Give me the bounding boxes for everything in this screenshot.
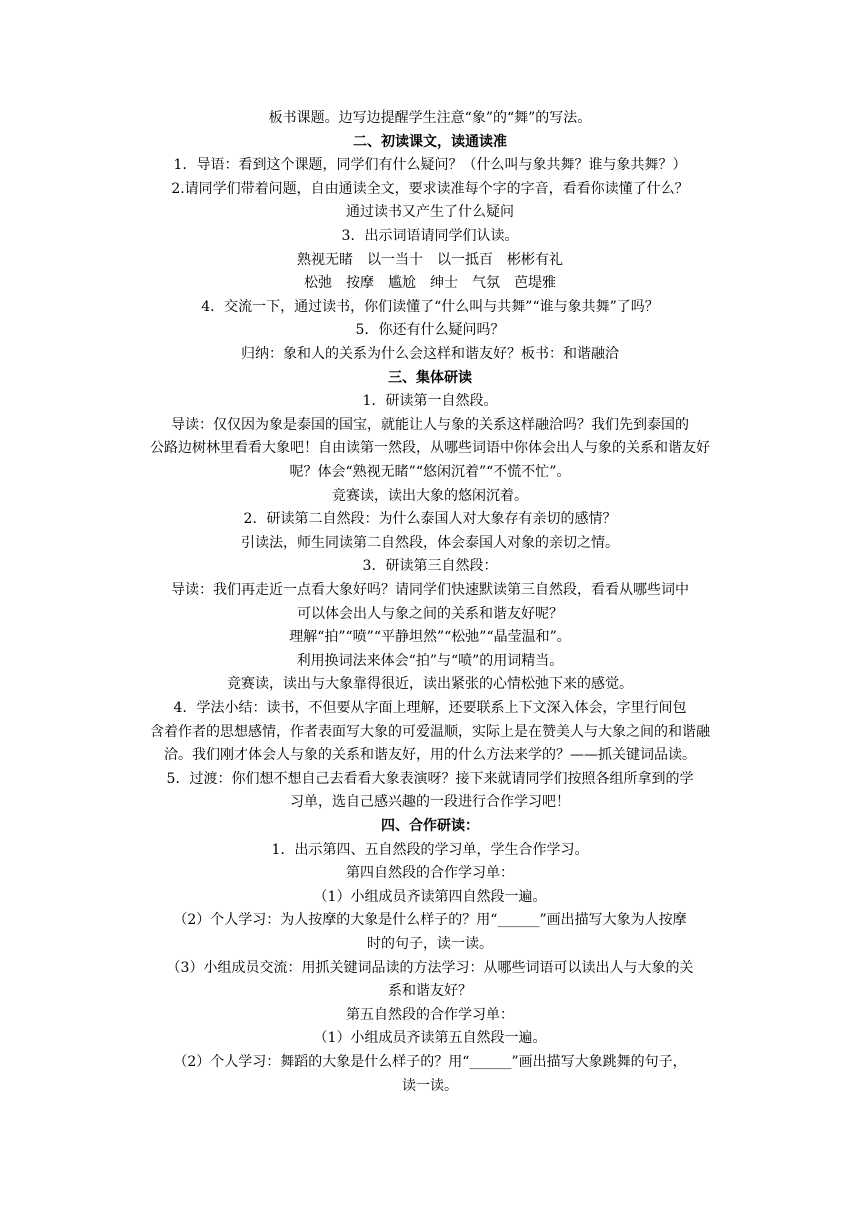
text-line: 竞赛读，读出与大象靠得很近，读出紧张的心情松弛下来的感觉。 bbox=[227, 676, 633, 692]
text-line: 1．出示第四、五自然段的学习单，学生合作学习。 bbox=[271, 842, 589, 858]
text-line: 洽。我们刚才体会人与象的关系和谐友好，用的什么方法来学的？——抓关键词品读。 bbox=[164, 747, 696, 763]
text-line: 读一读。 bbox=[402, 1078, 458, 1094]
text-line: 熟视无睹 以一当十 以一抵百 彬彬有礼 bbox=[297, 252, 563, 268]
text-line: 导读：仅仅因为象是泰国的国宝，就能让人与象的关系这样融洽吗？我们先到泰国的 bbox=[171, 417, 689, 433]
text-line: 3．研读第三自然段： bbox=[362, 558, 498, 574]
section-heading: 四、合作研读： bbox=[381, 818, 479, 834]
text-line: 1．研读第一自然段。 bbox=[362, 393, 498, 409]
section-heading: 二、初读课文，读通读准 bbox=[353, 134, 507, 150]
text-line: 松弛 按摩 尴尬 绅士 气氛 芭堤雅 bbox=[304, 275, 556, 291]
text-line: 系和谐友好？ bbox=[388, 983, 472, 999]
text-line: 第四自然段的合作学习单： bbox=[346, 865, 514, 881]
text-line: （1）小组成员齐读第五自然段一遍。 bbox=[313, 1030, 547, 1046]
text-line: 板书课题。边写边提醒学生注意“象”的“舞”的写法。 bbox=[268, 110, 592, 126]
text-line: 通过读书又产生了什么疑问 bbox=[346, 204, 514, 220]
text-line: 5．过渡：你们想不想自己去看看大象表演呀？接下来就请同学们按照各组所拿到的学 bbox=[166, 771, 694, 787]
text-line: 5．你还有什么疑问吗？ bbox=[355, 322, 505, 338]
text-line: 1．导语：看到这个课题，同学们有什么疑问？（什么叫与象共舞？谁与象共舞？） bbox=[173, 157, 687, 173]
text-line: 4．交流一下，通过读书，你们读懂了“什么叫与共舞”“谁与象共舞”了吗？ bbox=[201, 299, 659, 315]
text-line: （1）小组成员齐读第四自然段一遍。 bbox=[313, 889, 547, 905]
text-line: 公路边树林里看看大象吧！自由读第一然段，从哪些词语中你体会出人与象的关系和谐友好 bbox=[150, 440, 710, 456]
text-line: 可以体会出人与象之间的关系和谐友好呢？ bbox=[297, 606, 563, 622]
text-line: 利用换词法来体会“拍”与“喷”的用词精当。 bbox=[296, 653, 564, 669]
text-line: （3）小组成员交流：用抓关键词品读的方法学习：从哪些词语可以读出人与大象的关 bbox=[166, 960, 694, 976]
text-line: （2）个人学习：舞蹈的大象是什么样子的？用“______”画出描写大象跳舞的句子， bbox=[173, 1054, 687, 1070]
text-line: 第五自然段的合作学习单： bbox=[346, 1007, 514, 1023]
text-line: 竞赛读，读出大象的悠闲沉着。 bbox=[332, 488, 528, 504]
text-line: 4．学法小结：读书，不但要从字面上理解，还要联系上下文深入体会，字里行间包 bbox=[173, 700, 687, 716]
text-line: 理解“拍”“喷”“平静坦然”“松弛”“晶莹温和”。 bbox=[289, 629, 571, 645]
text-line: 引读法，师生同读第二自然段，体会泰国人对象的亲切之情。 bbox=[241, 535, 619, 551]
text-line: 3．出示词语请同学们认读。 bbox=[341, 228, 519, 244]
text-line: 习单，选自己感兴趣的一段进行合作学习吧！ bbox=[290, 794, 570, 810]
text-line: （2）个人学习：为人按摩的大象是什么样子的？用“______”画出描写大象为人按摩 bbox=[173, 912, 687, 928]
text-line: 导读：我们再走近一点看大象好吗？请同学们快速默读第三自然段，看看从哪些词中 bbox=[171, 582, 689, 598]
text-line: 归纳：象和人的关系为什么会这样和谐友好？板书：和谐融洽 bbox=[241, 346, 619, 362]
text-line: 2．研读第二自然段：为什么泰国人对大象存有亲切的感情？ bbox=[243, 511, 617, 527]
text-line: 时的句子，读一读。 bbox=[367, 936, 493, 952]
text-line: 含着作者的思想感情，作者表面写大象的可爱温顺，实际上是在赞美人与大象之间的和谐融 bbox=[150, 724, 710, 740]
section-heading: 三、集体研读 bbox=[388, 370, 472, 386]
text-line: 2.请同学们带着问题，自由通读全文，要求读准每个字的字音，看看你读懂了什么？ bbox=[171, 181, 689, 197]
text-line: 呢？体会“熟视无睹”“悠闲沉着”“不慌不忙”。 bbox=[289, 464, 571, 480]
